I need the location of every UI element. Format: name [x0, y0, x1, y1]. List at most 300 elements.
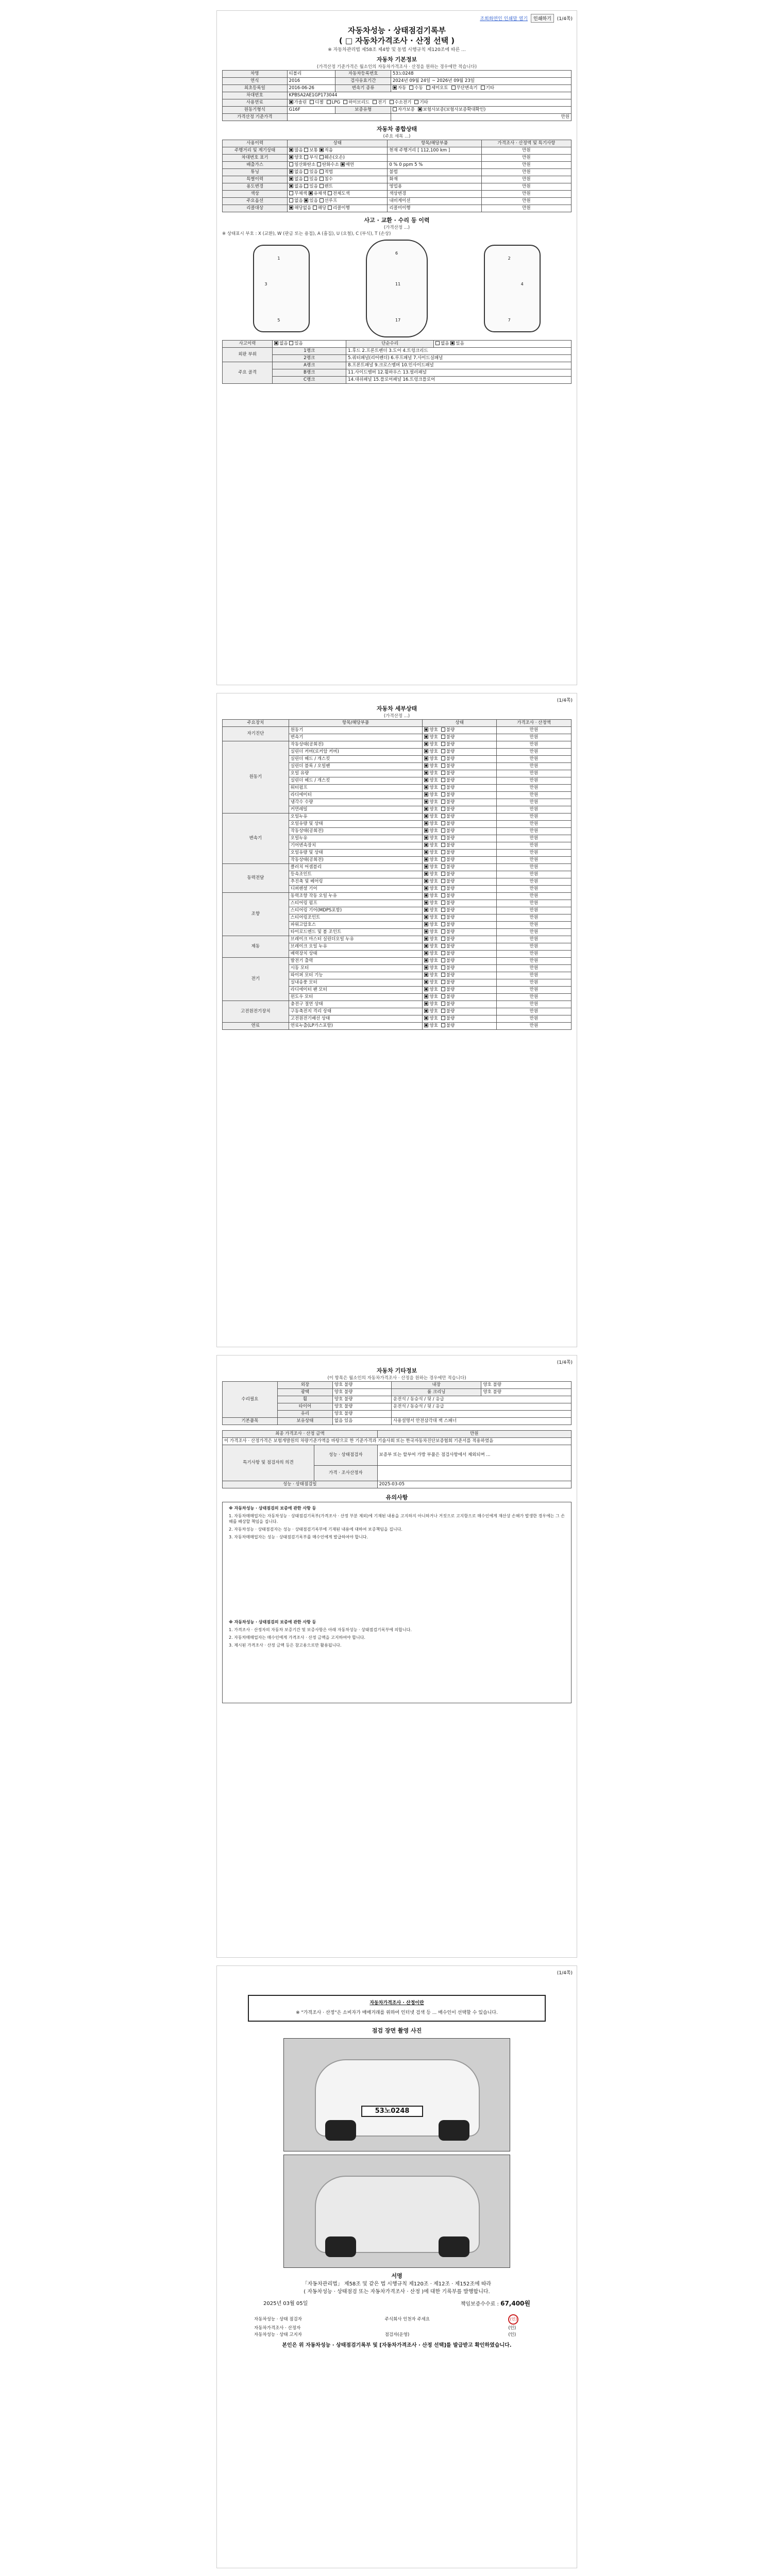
detail-group: 연료 [223, 1023, 289, 1030]
detail-unit: 만원 [497, 799, 572, 806]
row-extra: 리콜미이행 [388, 205, 481, 212]
checkbox[interactable] [441, 987, 445, 991]
final-table [222, 1430, 572, 1488]
basic-key: 원동기형식 [223, 107, 288, 114]
checkbox[interactable] [441, 980, 445, 984]
checkbox[interactable] [424, 735, 428, 739]
etc-value: 양호 불량 [332, 1411, 391, 1418]
table-row [223, 1023, 572, 1030]
checkbox[interactable] [424, 727, 428, 732]
checkbox[interactable] [304, 170, 308, 174]
table-row [223, 727, 572, 734]
page-4 [216, 1965, 577, 2568]
final-key: 성능 · 상태점검자 [314, 1445, 378, 1466]
checkbox[interactable] [289, 100, 293, 104]
checkbox[interactable] [441, 1016, 445, 1020]
checkbox[interactable] [424, 800, 428, 804]
basic-value: G16F [287, 107, 335, 114]
checkbox[interactable] [441, 727, 445, 732]
detail-item: 커먼레일 [289, 806, 423, 814]
detail-status: 양호 불량 [423, 727, 497, 734]
checkbox[interactable] [424, 958, 428, 962]
checkbox[interactable] [441, 872, 445, 876]
checkbox[interactable] [441, 1002, 445, 1006]
detail-group: 조향 [223, 893, 289, 936]
checkbox[interactable] [441, 929, 445, 934]
checkbox[interactable] [441, 828, 445, 833]
checkbox[interactable] [289, 162, 293, 166]
detail-item: 오일유량 및 상태 [289, 821, 423, 828]
etc-value: 운전석 / 동승석 / 뒷 / 응급 [392, 1396, 572, 1403]
detail-unit: 만원 [497, 734, 572, 741]
checkbox[interactable] [289, 191, 293, 195]
checkbox[interactable] [424, 828, 428, 833]
checkbox[interactable] [409, 86, 413, 90]
checkbox[interactable] [310, 100, 314, 104]
checkbox[interactable] [309, 191, 313, 195]
etc-value: 없음 있음 [332, 1418, 391, 1425]
basic-note: (가격산정 기준가격은 월소인의 자동차가격조사 · 산정을 원하는 경우에만 적습니다) [316, 64, 477, 70]
checkbox[interactable] [424, 742, 428, 746]
checkbox[interactable] [424, 771, 428, 775]
checkbox[interactable] [424, 843, 428, 847]
checkbox[interactable] [424, 850, 428, 854]
detail-status: 양호 불량 [423, 878, 497, 886]
basic-value: 2024년 09월 24일 ~ 2026년 09월 23일 [391, 78, 571, 85]
checkbox[interactable] [424, 980, 428, 984]
checkbox[interactable] [441, 850, 445, 854]
checkbox[interactable] [424, 756, 428, 760]
unit: 만원 [481, 147, 571, 155]
unit: 만원 [481, 183, 571, 191]
row-extra: 내비게이션 [388, 198, 481, 205]
checkbox[interactable] [424, 893, 428, 897]
checkbox[interactable] [304, 177, 308, 181]
checkbox[interactable] [441, 1009, 445, 1013]
etc-value: 양호 불량 [481, 1382, 572, 1389]
detail-status: 양호 불량 [423, 799, 497, 806]
basic-value: KPBSA2AE1GP173044 [287, 92, 571, 99]
detail-unit: 만원 [497, 1023, 572, 1030]
checkbox[interactable] [441, 807, 445, 811]
checkbox[interactable] [274, 341, 278, 345]
basic-key: 자동차등록번호 [335, 71, 391, 78]
checkbox[interactable] [320, 184, 324, 188]
final-key: 특기사항 및 점검자의 의견 [223, 1445, 314, 1481]
status-note: (주요 세목 ...) [383, 134, 411, 139]
detail-status: 양호 불량 [423, 741, 497, 749]
doc-title: 자동차성능 · 상태점검기록부 [347, 26, 446, 35]
detail-item: 고전원전기배선 상태 [289, 1015, 423, 1023]
rank-key: A랭크 [273, 362, 346, 369]
detail-unit: 만원 [497, 979, 572, 987]
detail-status: 양호 불량 [423, 814, 497, 821]
detail-status: 양호 불량 [423, 893, 497, 900]
detail-status: 양호 불량 [423, 907, 497, 914]
detail-status: 양호 불량 [423, 857, 497, 864]
checkbox[interactable] [441, 879, 445, 883]
checkbox[interactable] [424, 937, 428, 941]
checkbox[interactable] [418, 107, 422, 111]
sign-mark: (인) [508, 2326, 516, 2331]
col-header: 가격조사 · 산정액 및 특기사항 [481, 140, 571, 147]
checkbox[interactable] [441, 735, 445, 739]
unit: 만원 [481, 191, 571, 198]
basic-section-title: 자동차 기본정보 [222, 56, 572, 64]
checkbox[interactable] [441, 908, 445, 912]
checkbox[interactable] [424, 872, 428, 876]
checkbox[interactable] [441, 857, 445, 861]
detail-status: 양호 불량 [423, 886, 497, 893]
row-key: 색상 [223, 191, 288, 198]
detail-status: 양호 불량 [423, 1023, 497, 1030]
detail-item: 오일유량 및 상태 [289, 850, 423, 857]
fee-amount: 67,400원 [500, 2300, 530, 2307]
checkbox[interactable] [390, 100, 394, 104]
checkbox[interactable] [441, 915, 445, 919]
checkbox[interactable] [441, 814, 445, 818]
checkbox[interactable] [441, 742, 445, 746]
rank-key: 2랭크 [273, 355, 346, 362]
etc-value: 양호 불량 [332, 1382, 391, 1389]
final-key: 성능 · 상태점검일 [223, 1481, 378, 1488]
detail-item: 배력장치 상태 [289, 951, 423, 958]
detail-unit: 만원 [497, 814, 572, 821]
detail-status: 양호 불량 [423, 922, 497, 929]
detail-unit: 만원 [497, 770, 572, 777]
checkbox[interactable] [441, 951, 445, 955]
checkbox[interactable] [320, 170, 324, 174]
detail-unit: 만원 [497, 741, 572, 749]
checkbox[interactable] [424, 987, 428, 991]
sign-table [253, 2314, 541, 2338]
detail-item: 실내송풍 모터 [289, 979, 423, 987]
checkbox[interactable] [304, 148, 308, 152]
sign-role: 자동차성능 · 상태 고지자 [254, 2332, 302, 2337]
checkbox[interactable] [424, 994, 428, 998]
checkbox[interactable] [289, 341, 293, 345]
checkbox[interactable] [441, 821, 445, 825]
status-table: 사용이력 상태 항목/해당부품 가격조사 · 산정액 및 특기사항 주행거리 및 계기상태 많음 보통 적음 현재 주행거리 [ 112,100 km ] 만원 차대번호 표기 양호 부식 훼손(오손) 만원 배출가스 일산화탄소 탄화수소 매연 0 % 0 ppm 5 % 만원 튜닝 없음 있음 적법 불법 만원 특별이력 없음 있음 침수 화재 만원 용도변경 없음 있음 렌트 영업용 만원 색상 무채색 유채색 전체도색 색상변경 만원 주요옵션 없음 있음 선루프 내비게이션 만원 리콜대상 해당없음 해당 리콜이행 리콜미이행 만원 [222, 140, 572, 212]
basic-key: 차대번호 [223, 92, 288, 99]
detail-status: 양호 불량 [423, 1001, 497, 1008]
checkbox[interactable] [289, 206, 293, 210]
detail-item: 구동축전지 격리 상태 [289, 1008, 423, 1015]
checkbox[interactable] [451, 86, 456, 90]
outer-label: 외판 부위 [223, 348, 273, 362]
accident-section-title: 사고 · 교환 · 수리 등 이력 [222, 216, 572, 225]
detail-item: 스티어링조인트 [289, 914, 423, 922]
checkbox[interactable] [328, 191, 332, 195]
detail-item: 스티어링 펌프 [289, 900, 423, 907]
print-view-link[interactable]: 조회화면인 인쇄말 열기 [480, 16, 528, 22]
checkbox[interactable] [441, 973, 445, 977]
checkbox[interactable] [424, 814, 428, 818]
checkbox[interactable] [441, 836, 445, 840]
row-extra: 0 % 0 ppm 5 % [388, 162, 481, 169]
checkbox[interactable] [481, 86, 485, 90]
rank-value: 8.프론트패널 9.크로스멤버 10.인사이드패널 [346, 362, 572, 369]
checkbox[interactable] [424, 965, 428, 970]
checkbox[interactable] [441, 756, 445, 760]
final-desc: 이 가격조사 · 산정가격은 보험개발원의 차량기준가액을 바탕으로 한 기준가격과 기술사회 또는 한국자동차진단보증협회 기준서를 적용하였음 [223, 1438, 572, 1445]
checkbox[interactable] [424, 857, 428, 861]
print-button[interactable]: 인쇄하기 [531, 14, 554, 23]
checkbox[interactable] [424, 785, 428, 789]
checkbox[interactable] [317, 162, 321, 166]
detail-item: 연료누출(LP가스포함) [289, 1023, 423, 1030]
checkbox[interactable] [424, 764, 428, 768]
final-key: 가격 · 조사산정자 [314, 1466, 378, 1481]
detail-note: (가격산정 ...) [383, 714, 410, 719]
basic-key: 검사유효기간 [335, 78, 391, 85]
detail-status: 양호 불량 [423, 734, 497, 741]
detail-item: 실린더 블록 / 오일팬 [289, 763, 423, 770]
checkbox[interactable] [320, 148, 324, 152]
checkbox[interactable] [424, 929, 428, 934]
detail-status: 양호 불량 [423, 965, 497, 972]
checkbox[interactable] [424, 865, 428, 869]
detail-unit: 만원 [497, 900, 572, 907]
basic-key: 가격산정 기준가격 [223, 114, 288, 121]
detail-status: 양호 불량 [423, 972, 497, 979]
detail-item: 실린더 커버(로커암 커버) [289, 749, 423, 756]
detail-unit: 만원 [497, 842, 572, 850]
final-title: 최종 가격조사 · 산정 금액 [223, 1431, 378, 1438]
checkbox[interactable] [320, 177, 324, 181]
checkbox[interactable] [441, 958, 445, 962]
detail-status: 양호 불량 [423, 979, 497, 987]
col-header: 주요장치 [223, 720, 289, 727]
checkbox[interactable] [424, 1002, 428, 1006]
status-section-title: 자동차 종합상태 [222, 125, 572, 133]
detail-unit: 만원 [497, 864, 572, 871]
basic-value: 2016-06-26 [287, 85, 335, 92]
warranty-options: 자가보증 보험사보증(보험사보증확대확인) [391, 107, 571, 114]
detail-item: 발전기 출력 [289, 958, 423, 965]
notice-paragraph: 3. 자동차매매업자는 성능 · 상태점검기록부를 매수인에게 발급하여야 합니다. [229, 1535, 368, 1539]
checkbox[interactable] [424, 915, 428, 919]
checkbox[interactable] [424, 901, 428, 905]
detail-status: 양호 불량 [423, 871, 497, 878]
table-row [223, 936, 572, 943]
buyer-notice-box: 자동차가격조사 · 산정이란 ※ "가격조사 · 산정"은 소비자가 매매거래를 위하여 인터넷 검색 등 ... 매수인이 선택할 수 있습니다. [248, 1995, 546, 2022]
checkbox[interactable] [320, 198, 324, 202]
checkbox[interactable] [424, 908, 428, 912]
checkbox[interactable] [304, 198, 308, 202]
final-unit: 만원 [377, 1431, 571, 1438]
checkbox[interactable] [414, 100, 418, 104]
detail-status: 양호 불량 [423, 929, 497, 936]
sign-name: 점검자(운영) [384, 2332, 410, 2337]
checkbox[interactable] [424, 792, 428, 796]
checkbox[interactable] [441, 785, 445, 789]
checkbox[interactable] [424, 973, 428, 977]
page-number: (1/4쪽) [557, 698, 573, 703]
detail-unit: 만원 [497, 835, 572, 842]
checkbox[interactable] [424, 778, 428, 782]
checkbox[interactable] [441, 893, 445, 897]
checkbox[interactable] [435, 341, 440, 345]
detail-item: 작동상태(공회전) [289, 857, 423, 864]
detail-status: 양호 불량 [423, 792, 497, 799]
checkbox[interactable] [424, 951, 428, 955]
row-key: 용도변경 [223, 183, 288, 191]
checkbox[interactable] [304, 184, 308, 188]
etc-value: 양호 불량 [332, 1403, 391, 1411]
checkbox[interactable] [424, 1016, 428, 1020]
detail-status: 양호 불량 [423, 828, 497, 835]
checkbox[interactable] [441, 994, 445, 998]
detail-unit: 만원 [497, 821, 572, 828]
detail-status: 양호 불량 [423, 987, 497, 994]
unit: 만원 [481, 198, 571, 205]
checkbox[interactable] [289, 170, 293, 174]
notice-paragraph: 3. 제시된 가격조사 · 산정 금액 등은 참고용으로만 활용됩니다. [229, 1643, 342, 1648]
rank-value: 11.사이드멤버 12.휠하우스 13.필러패널 [346, 369, 572, 377]
etc-group: 기본품목 [223, 1418, 278, 1425]
row-key: 특별이력 [223, 176, 288, 183]
unit: 만원 [481, 162, 571, 169]
etc-key: 타이어 [277, 1403, 332, 1411]
detail-unit: 만원 [497, 914, 572, 922]
checkbox[interactable] [441, 937, 445, 941]
detail-item: 클러치 어셈블리 [289, 864, 423, 871]
etc-group: 수리필요 [223, 1382, 278, 1418]
row-key: 배출가스 [223, 162, 288, 169]
checkbox[interactable] [441, 865, 445, 869]
checkbox[interactable] [289, 184, 293, 188]
page-3 [216, 1355, 577, 1958]
checkbox[interactable] [424, 807, 428, 811]
detail-item: 스티어링 기어(MDPS포함) [289, 907, 423, 914]
detail-unit: 만원 [497, 1015, 572, 1023]
sign-footer: 본인은 위 자동차성능 · 상태점검기록부 및 [자동차가격조사 · 산정 선택]를 발급받고 확인하였습니다. [282, 2343, 512, 2348]
checkbox[interactable] [424, 922, 428, 926]
checkbox[interactable] [393, 107, 397, 111]
checkbox[interactable] [424, 749, 428, 753]
detail-status: 양호 불량 [423, 951, 497, 958]
checkbox[interactable] [289, 155, 293, 159]
checkbox[interactable] [441, 886, 445, 890]
basic-key: 보증유형 [335, 107, 391, 114]
detail-item: 추진축 및 베어링 [289, 878, 423, 886]
detail-section-title: 자동차 세부상태 [222, 705, 572, 713]
checkbox[interactable] [441, 922, 445, 926]
detail-item: 오일누유 [289, 835, 423, 842]
checkbox[interactable] [343, 100, 347, 104]
checkbox[interactable] [424, 944, 428, 948]
checkbox[interactable] [289, 148, 293, 152]
inspection-date: 2025-03-05 [377, 1481, 571, 1488]
checkbox[interactable] [441, 764, 445, 768]
checkbox[interactable] [320, 155, 324, 159]
detail-item: 라디에이터 팬 모터 [289, 987, 423, 994]
checkbox[interactable] [450, 341, 455, 345]
detail-item: 변속기 [289, 734, 423, 741]
checkbox[interactable] [441, 965, 445, 970]
row-key: 주행거리 및 계기상태 [223, 147, 288, 155]
page-number: (1/4쪽) [557, 1971, 573, 1976]
row-key: 리콜대상 [223, 205, 288, 212]
etc-value: 운전석 / 동승석 / 뒷 / 응급 [392, 1403, 572, 1411]
checkbox[interactable] [424, 879, 428, 883]
checkbox[interactable] [441, 1023, 445, 1027]
checkbox[interactable] [289, 198, 293, 202]
etc-key: 유리 [277, 1411, 332, 1418]
detail-item: 라디에이터 [289, 792, 423, 799]
table-row [223, 864, 572, 871]
checkbox[interactable] [424, 886, 428, 890]
detail-unit: 만원 [497, 756, 572, 763]
checkbox[interactable] [304, 155, 308, 159]
checkbox[interactable] [441, 771, 445, 775]
license-plate: 53노0248 [361, 2106, 423, 2117]
detail-item: 파워고압호스 [289, 922, 423, 929]
page-number: (1/4쪽) [557, 16, 573, 22]
row-extra: 영업용 [388, 183, 481, 191]
checkbox[interactable] [289, 177, 293, 181]
table-row [223, 958, 572, 965]
basic-key: 차명 [223, 71, 288, 78]
sign-name: 주식회사 인천자 주세요 [384, 2316, 430, 2322]
checkbox[interactable] [441, 778, 445, 782]
trans-options: 자동 수동 세미오토 무단변속기 기타 [391, 85, 571, 92]
detail-unit: 만원 [497, 951, 572, 958]
col-header: 상태 [288, 140, 388, 147]
checkbox[interactable] [341, 162, 345, 166]
checkbox[interactable] [424, 1023, 428, 1027]
notice-heading: ※ 자동차성능 · 상태점검의 보증에 관한 사항 등 [229, 1506, 316, 1511]
checkbox[interactable] [441, 749, 445, 753]
checkbox[interactable] [327, 100, 331, 104]
etc-key: 휠 [277, 1396, 332, 1403]
detail-status: 양호 불량 [423, 914, 497, 922]
etc-key: 내장 [392, 1382, 481, 1389]
checkbox[interactable] [313, 206, 317, 210]
detail-unit: 만원 [497, 749, 572, 756]
detail-table [222, 719, 572, 1030]
checkbox[interactable] [441, 843, 445, 847]
detail-status: 양호 불량 [423, 994, 497, 1001]
car-right-side: 2 4 7 [484, 245, 541, 332]
detail-unit: 만원 [497, 792, 572, 799]
checkbox[interactable] [373, 100, 377, 104]
checkbox[interactable] [424, 821, 428, 825]
detail-group: 동력전달 [223, 864, 289, 893]
checkbox[interactable] [393, 86, 397, 90]
checkbox[interactable] [426, 86, 430, 90]
detail-unit: 만원 [497, 857, 572, 864]
checkbox[interactable] [424, 1009, 428, 1013]
etc-table [222, 1381, 572, 1425]
checkbox[interactable] [328, 206, 332, 210]
checkbox[interactable] [441, 800, 445, 804]
detail-status: 양호 불량 [423, 936, 497, 943]
checkbox[interactable] [441, 792, 445, 796]
fuel-options: 가솔린 디젤 LPG 하이브리드 전기 수소전기 기타 [287, 99, 571, 107]
detail-item: 작동상태(공회전) [289, 741, 423, 749]
sign-role: 자동차가격조사 · 산정자 [254, 2326, 301, 2331]
detail-item: 워터펌프 [289, 785, 423, 792]
notice-paragraph: 2. 자동차매매업자는 매수인에게 가격조사 · 산정 금액을 고지하여야 합니다. [229, 1635, 365, 1640]
accident-table: 사고이력 없음 있음 단순수리 없음 있음 외판 부위 1랭크 1.후드 2.프론트펜더 3.도어 4.트렁크리드 2랭크 5.쿼터패널(리어펜더) 6.루프패널 7.사이드실패널 주요 골격 A랭크 8.프론트패널 9.크로스멤버 10.인사이드패널 B랭크 11.사이드멤버 12.휠하우스 13.필러패널 C랭크 14.대쉬패널 15.플로어패널 16.트렁크플로어 [222, 340, 572, 384]
checkbox[interactable] [441, 901, 445, 905]
etc-section-title: 자동차 기타정보 [222, 1367, 572, 1375]
detail-unit: 만원 [497, 828, 572, 835]
checkbox[interactable] [441, 944, 445, 948]
checkbox[interactable] [424, 836, 428, 840]
